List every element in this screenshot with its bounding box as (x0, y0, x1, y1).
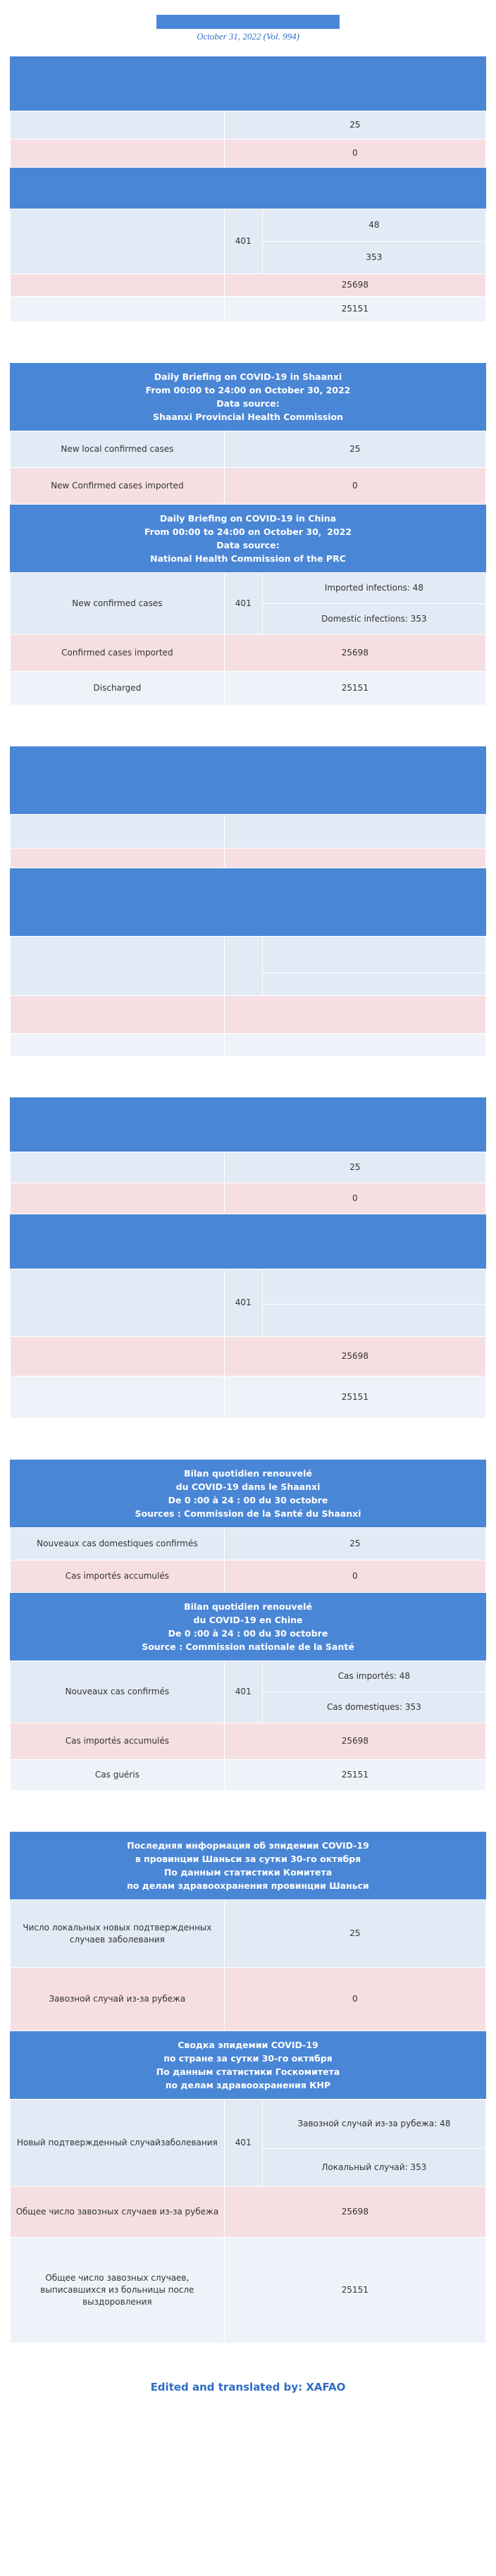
row-label (11, 815, 225, 849)
ko-china-table (10, 1269, 486, 1419)
row-value: 25151 (224, 1760, 485, 1791)
ru-shaanxi-table (10, 1899, 486, 2031)
row-label (11, 1183, 225, 1214)
ja-header-line (17, 767, 479, 780)
row-label (11, 1269, 225, 1337)
row-label: New local confirmed cases (11, 431, 225, 468)
row-sub-domestic: 353 (262, 242, 485, 274)
section-japanese (10, 746, 486, 1056)
row-value: 25698 (224, 1723, 485, 1760)
fr-header-line: Bilan quotidien renouvelé (184, 1601, 312, 1612)
row-value (224, 849, 485, 868)
table-row (11, 274, 486, 297)
en-header-line: Daily Briefing on COVID-19 in Shaanxi (154, 371, 342, 382)
ko-header-line (17, 1118, 479, 1131)
table-row (11, 937, 486, 973)
section-russian (10, 1832, 486, 2343)
en-header-line: From 00:00 to 24:00 on October 30，2022 (144, 526, 352, 537)
row-sub-imported: Imported infections: 48 (262, 573, 485, 604)
en-header-line: Shaanxi Provincial Health Commission (152, 412, 343, 422)
ko-header-line (17, 1104, 479, 1118)
ko-china-header (10, 1214, 486, 1269)
table-row (11, 1560, 486, 1593)
row-label: Cas importés accumulés (11, 1560, 225, 1593)
row-sub-imported: 48 (262, 209, 485, 242)
row-sub-domestic (262, 973, 485, 996)
table-row (11, 1528, 486, 1560)
ja-header-line (17, 753, 479, 767)
row-total: 401 (224, 1661, 262, 1723)
row-label: New Confirmed cases imported (11, 468, 225, 505)
table-row (11, 2238, 486, 2343)
table-row (11, 111, 486, 140)
row-label: Confirmed cases imported (11, 635, 225, 672)
row-label (11, 297, 225, 322)
bulletin-footer (10, 2343, 486, 2414)
ko-header-line (17, 1131, 479, 1145)
table-row (11, 140, 486, 168)
row-sub-domestic (262, 1305, 485, 1337)
ja-header-line (17, 889, 479, 902)
ru-china-table (10, 2099, 486, 2343)
row-label: Nouveaux cas confirmés (11, 1661, 225, 1723)
ru-shaanxi-header (10, 1832, 486, 1899)
en-header-line: National Health Commission of the PRC (150, 553, 346, 564)
row-value: 25151 (224, 1376, 485, 1419)
table-row (11, 1034, 486, 1056)
ko-header-line (17, 1248, 479, 1262)
section-english (10, 363, 486, 705)
row-total: 401 (224, 2100, 262, 2187)
row-label (11, 996, 225, 1034)
row-label: Nouveaux cas domestiques confirmés (11, 1528, 225, 1560)
en-header-line: From 00:00 to 24:00 on October 30, 2022 (145, 385, 351, 395)
table-row (11, 635, 486, 672)
row-value: 0 (224, 140, 485, 168)
table-row (11, 1968, 486, 2031)
table-row (11, 672, 486, 705)
row-label: Discharged (11, 672, 225, 705)
row-sub-domestic: Cas domestiques: 353 (262, 1692, 485, 1723)
row-sub-imported: Завозной случай из-за рубежа: 48 (262, 2100, 485, 2149)
ru-header-line: по делам здравоохранения КНР (165, 2080, 331, 2090)
row-sub-domestic: Локальный случай: 353 (262, 2149, 485, 2187)
section-chinese (10, 56, 486, 322)
ru-header-line: По данным статистики Госкомитета (156, 2066, 340, 2077)
ru-china-header (10, 2031, 486, 2099)
row-label (11, 1376, 225, 1419)
row-label (11, 111, 225, 140)
ja-header-line (17, 916, 479, 929)
section-korean (10, 1097, 486, 1419)
row-value: 25698 (224, 274, 485, 297)
row-label (11, 1034, 225, 1056)
table-row (11, 209, 486, 242)
ko-header-line (17, 1221, 479, 1235)
row-value: 25 (224, 1528, 485, 1560)
table-row (11, 1269, 486, 1305)
fr-header-line: du COVID-19 dans le Shaanxi (175, 1481, 321, 1492)
row-label: Общее число завозных случаев, выписавшихся из больницы после выздоровления (11, 2238, 225, 2343)
row-label: New confirmed cases (11, 573, 225, 635)
table-row (11, 1152, 486, 1183)
row-value: 25 (224, 1152, 485, 1183)
bulletin-title (156, 15, 340, 29)
zh-header-line (17, 175, 479, 188)
row-label: Завозной случай из-за рубежа (11, 1968, 225, 2031)
fr-shaanxi-table (10, 1527, 486, 1593)
table-row (11, 573, 486, 604)
ru-header-line: Сводка эпидемии COVID-19 (178, 2040, 318, 2050)
ja-header-line (17, 780, 479, 794)
ko-shaanxi-table (10, 1152, 486, 1214)
row-sub-imported: Cas importés: 48 (262, 1661, 485, 1692)
zh-shaanxi-header (10, 56, 486, 111)
row-label (11, 849, 225, 868)
table-row (11, 1900, 486, 1968)
en-shaanxi-header (10, 363, 486, 431)
editor-credit: Edited and translated by: XAFAO (150, 2381, 346, 2393)
en-header-line: Data source: (216, 540, 280, 550)
en-china-header (10, 505, 486, 572)
row-value: 25698 (224, 1337, 485, 1376)
en-header-line: Daily Briefing on COVID-19 in China (159, 513, 337, 524)
row-label: Общее число завозных случаев из-за рубежа (11, 2187, 225, 2238)
row-total: 401 (224, 1269, 262, 1337)
zh-header-line (17, 63, 479, 77)
table-row (11, 468, 486, 505)
zh-china-header (10, 168, 486, 209)
zh-shaanxi-table (10, 111, 486, 168)
ko-header-line (17, 1235, 479, 1248)
bulletin-header (10, 0, 486, 56)
table-row (11, 297, 486, 322)
row-label: Новый подтвержденный случайзаболевания (11, 2100, 225, 2187)
bulletin-date: October 31, 2022 (Vol. 994) (197, 30, 299, 42)
zh-china-table (10, 209, 486, 322)
row-label (11, 140, 225, 168)
ja-header-line (17, 794, 479, 807)
row-value (224, 815, 485, 849)
zh-header-line (17, 77, 479, 90)
table-row (11, 1337, 486, 1376)
row-sub-domestic: Domestic infections: 353 (262, 604, 485, 635)
row-sub-imported (262, 1269, 485, 1305)
row-value: 0 (224, 1968, 485, 2031)
row-value: 0 (224, 1560, 485, 1593)
table-row (11, 431, 486, 468)
ja-shaanxi-header (10, 746, 486, 814)
row-total (224, 937, 262, 996)
row-label: Cas guéris (11, 1760, 225, 1791)
table-row (11, 815, 486, 849)
ru-header-line: по стране за сутки 30-го октября (163, 2053, 333, 2064)
fr-header-line: Sources : Commission de la Santé du Shaanxi (135, 1508, 361, 1519)
ja-header-line (17, 875, 479, 889)
table-row (11, 2187, 486, 2238)
row-label: Число локальных новых подтвержденных случаев заболевания (11, 1900, 225, 1968)
zh-header-line (17, 188, 479, 202)
row-total: 401 (224, 209, 262, 274)
row-value: 25698 (224, 635, 485, 672)
table-row (11, 1183, 486, 1214)
row-value: 25 (224, 1900, 485, 1968)
table-row (11, 849, 486, 868)
table-row (11, 1723, 486, 1760)
en-shaanxi-table (10, 431, 486, 505)
row-label (11, 209, 225, 274)
row-value: 25 (224, 111, 485, 140)
ru-header-line: По данным статистики Комитета (163, 1867, 333, 1878)
en-header-line: Data source: (216, 398, 280, 409)
table-row (11, 1760, 486, 1791)
row-value (224, 1034, 485, 1056)
ja-header-line (17, 902, 479, 916)
row-value: 25151 (224, 2238, 485, 2343)
ru-header-line: в провинции Шаньси за сутки 30-го октября (135, 1854, 361, 1864)
row-label (11, 274, 225, 297)
ja-china-header (10, 868, 486, 936)
fr-china-table (10, 1660, 486, 1791)
table-row (11, 1661, 486, 1692)
section-french (10, 1460, 486, 1791)
row-value: 25 (224, 431, 485, 468)
ru-header-line: по делам здравоохранения провинции Шаньси (127, 1880, 369, 1891)
fr-header-line: Source : Commission nationale de la Santé (142, 1641, 354, 1652)
row-value (224, 996, 485, 1034)
row-value: 25698 (224, 2187, 485, 2238)
zh-header-line (17, 90, 479, 104)
row-label (11, 1337, 225, 1376)
row-value: 0 (224, 1183, 485, 1214)
table-row (11, 996, 486, 1034)
fr-china-header (10, 1593, 486, 1660)
fr-header-line: du COVID-19 en Chine (193, 1615, 303, 1625)
ko-shaanxi-header (10, 1097, 486, 1152)
en-china-table (10, 572, 486, 705)
ru-header-line: Последняя информация об эпидемии COVID-19 (127, 1840, 369, 1851)
fr-shaanxi-header (10, 1460, 486, 1527)
fr-header-line: De 0 :00 à 24 : 00 du 30 octobre (168, 1628, 328, 1639)
row-label (11, 937, 225, 996)
row-value: 25151 (224, 297, 485, 322)
fr-header-line: De 0 :00 à 24 : 00 du 30 octobre (168, 1495, 328, 1505)
row-label: Cas importés accumulés (11, 1723, 225, 1760)
fr-header-line: Bilan quotidien renouvelé (184, 1468, 312, 1479)
row-value: 25151 (224, 672, 485, 705)
row-total: 401 (224, 573, 262, 635)
table-row (11, 2100, 486, 2149)
ja-china-table (10, 936, 486, 1056)
row-value: 0 (224, 468, 485, 505)
row-label (11, 1152, 225, 1183)
ja-shaanxi-table (10, 814, 486, 868)
table-row (11, 1376, 486, 1419)
row-sub-imported (262, 937, 485, 973)
